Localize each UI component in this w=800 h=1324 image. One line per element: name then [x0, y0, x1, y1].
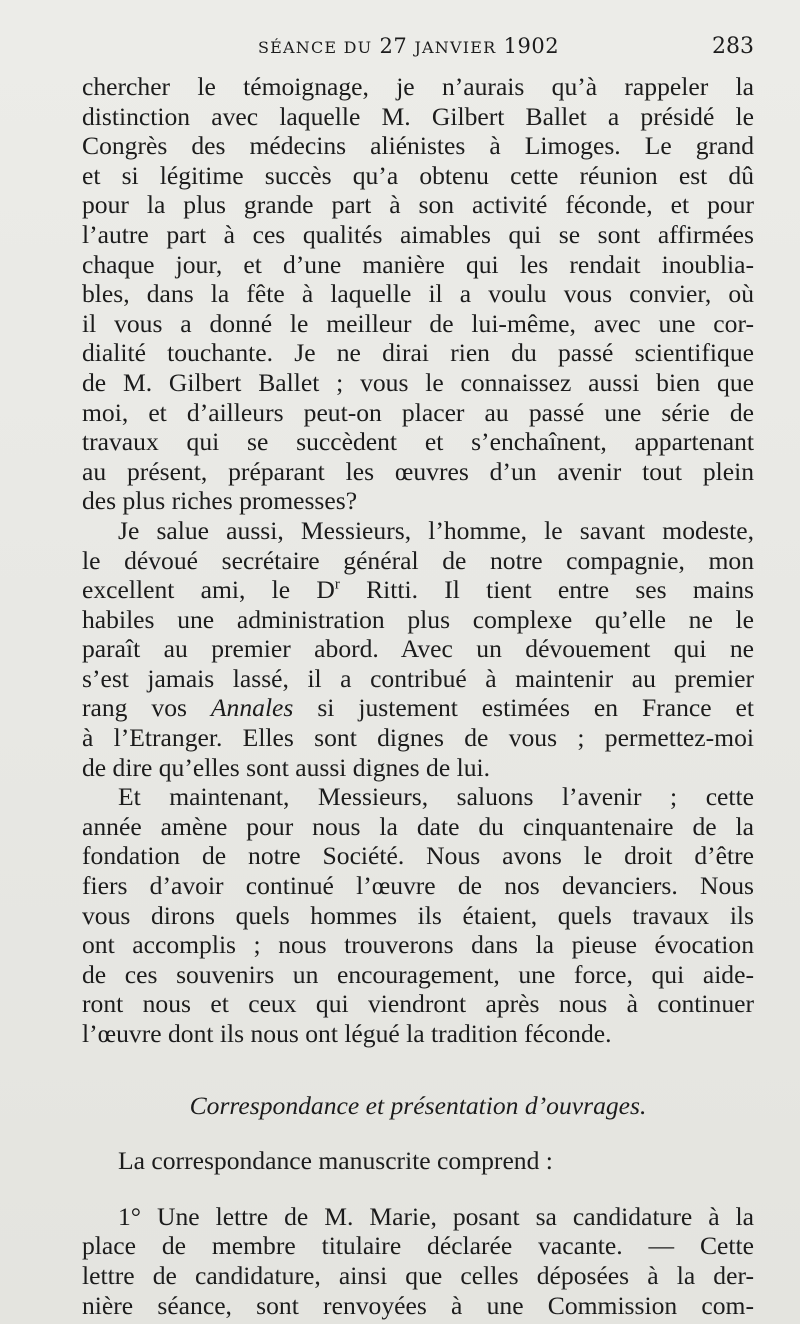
text-line: pour la plus grande part à son activité féconde, et pour — [82, 190, 754, 220]
text-line: l’œuvre dont ils nous ont légué la tradition féconde. — [82, 1019, 612, 1048]
text-line: s’est jamais lassé, il a contribué à maintenir au premier — [82, 663, 754, 693]
paragraph-3 — [82, 782, 754, 1048]
text-line: Et maintenant, Messieurs, saluons l’avenir ; cette — [118, 782, 754, 812]
running-head-month: JANVIER — [414, 38, 497, 57]
text-line: distinction avec laquelle M. Gilbert Ballet a présidé le — [82, 101, 754, 131]
text-line: ront nous et ceux qui viendront après nous à continuer — [82, 989, 754, 1019]
text-line: Je salue aussi, Messieurs, l’homme, le savant modeste, — [118, 515, 754, 545]
text-line: chaque jour, et d’une manière qui les rendait inoublia- — [82, 249, 754, 279]
correspondence-item-1 — [82, 1202, 754, 1320]
text-line: Congrès des médecins aliénistes à Limoges. Le grand — [82, 131, 754, 161]
text-line: ont accomplis ; nous trouverons dans la pieuse évocation — [82, 930, 754, 960]
text-line: La correspondance manuscrite comprend : — [118, 1146, 553, 1176]
text-line: dialité touchante. Je ne dirai rien du passé scientifique — [82, 338, 754, 368]
text-line: nière séance, sont renvoyées à une Commission com- — [82, 1290, 754, 1320]
correspondence-intro — [82, 1146, 754, 1176]
text-line: de M. Gilbert Ballet ; vous le connaissez aussi bien que — [82, 367, 754, 397]
text-line-with-italic — [82, 693, 754, 723]
text-line: et si légitime succès qu’a obtenu cette réunion est dû — [82, 160, 754, 190]
text-line: fiers d’avoir continué l’œuvre de nos devanciers. Nous — [82, 871, 754, 901]
text-line: le dévoué secrétaire général de notre compagnie, mon — [82, 545, 754, 575]
text-line: vous dirons quels hommes ils étaient, quels travaux ils — [82, 900, 754, 930]
text-line: l’autre part à ces qualités aimables qui se sont affirmées — [82, 219, 754, 249]
page-number: 283 — [712, 34, 754, 59]
text-line: année amène pour nous la date du cinquantenaire de la — [82, 811, 754, 841]
body-text — [82, 72, 754, 1320]
text-line: bles, dans la fête à laquelle il a voulu vous convier, où — [82, 279, 754, 309]
text-line: fondation de notre Société. Nous avons le droit d’être — [82, 841, 754, 871]
text-line: lettre de candidature, ainsi que celles déposées à la der- — [82, 1260, 754, 1290]
running-head-day: 27 — [379, 34, 408, 58]
superscript-r: r — [334, 576, 340, 593]
text-fragment: excellent ami, le D — [82, 575, 335, 605]
paragraph-2 — [82, 516, 754, 782]
text-line: de ces souvenirs un encouragement, une force, qui aide- — [82, 959, 754, 989]
text-line: de dire qu’elles sont aussi dignes de lui. — [82, 752, 491, 782]
text-line: au présent, préparant les œuvres d’un avenir tout plein — [82, 456, 754, 486]
page-header — [0, 0, 800, 80]
text-line: paraît au premier abord. Avec un dévouement qui ne — [82, 634, 754, 664]
text-line: chercher le témoignage, je n’aurais qu’à rappeler la — [82, 72, 754, 101]
paragraph-1 — [82, 72, 754, 516]
section-heading: Correspondance et présentation d’ouvrages. — [189, 1090, 647, 1120]
text-fragment: Ritti. Il tient entre ses mains — [339, 575, 754, 605]
text-line-with-superscript — [82, 575, 754, 605]
text-line: moi, et d’ailleurs peut-on placer au passé une série de — [82, 397, 754, 427]
text-line: à l’Etranger. Elles sont dignes de vous ; permettez-moi — [82, 723, 754, 753]
running-head-year: 1902 — [503, 34, 560, 58]
running-head — [258, 34, 559, 58]
text-line: place de membre titulaire déclarée vacante. — Cette — [82, 1231, 754, 1261]
text-line: il vous a donné le meilleur de lui-même, avec une cor- — [82, 308, 754, 338]
text-line: habiles une administration plus complexe qu’elle ne le — [82, 604, 754, 634]
running-head-prefix: SÉANCE DU — [258, 38, 373, 57]
text-fragment: rang vos — [82, 693, 211, 723]
text-line: des plus riches promesses? — [82, 486, 358, 516]
italic-title-annales: Annales — [210, 693, 294, 723]
text-line: travaux qui se succèdent et s’enchaînent, appartenant — [82, 427, 754, 457]
text-line: 1° Une lettre de M. Marie, posant sa candidature à la — [118, 1201, 754, 1231]
text-fragment: si justement estimées en France et — [293, 693, 754, 723]
